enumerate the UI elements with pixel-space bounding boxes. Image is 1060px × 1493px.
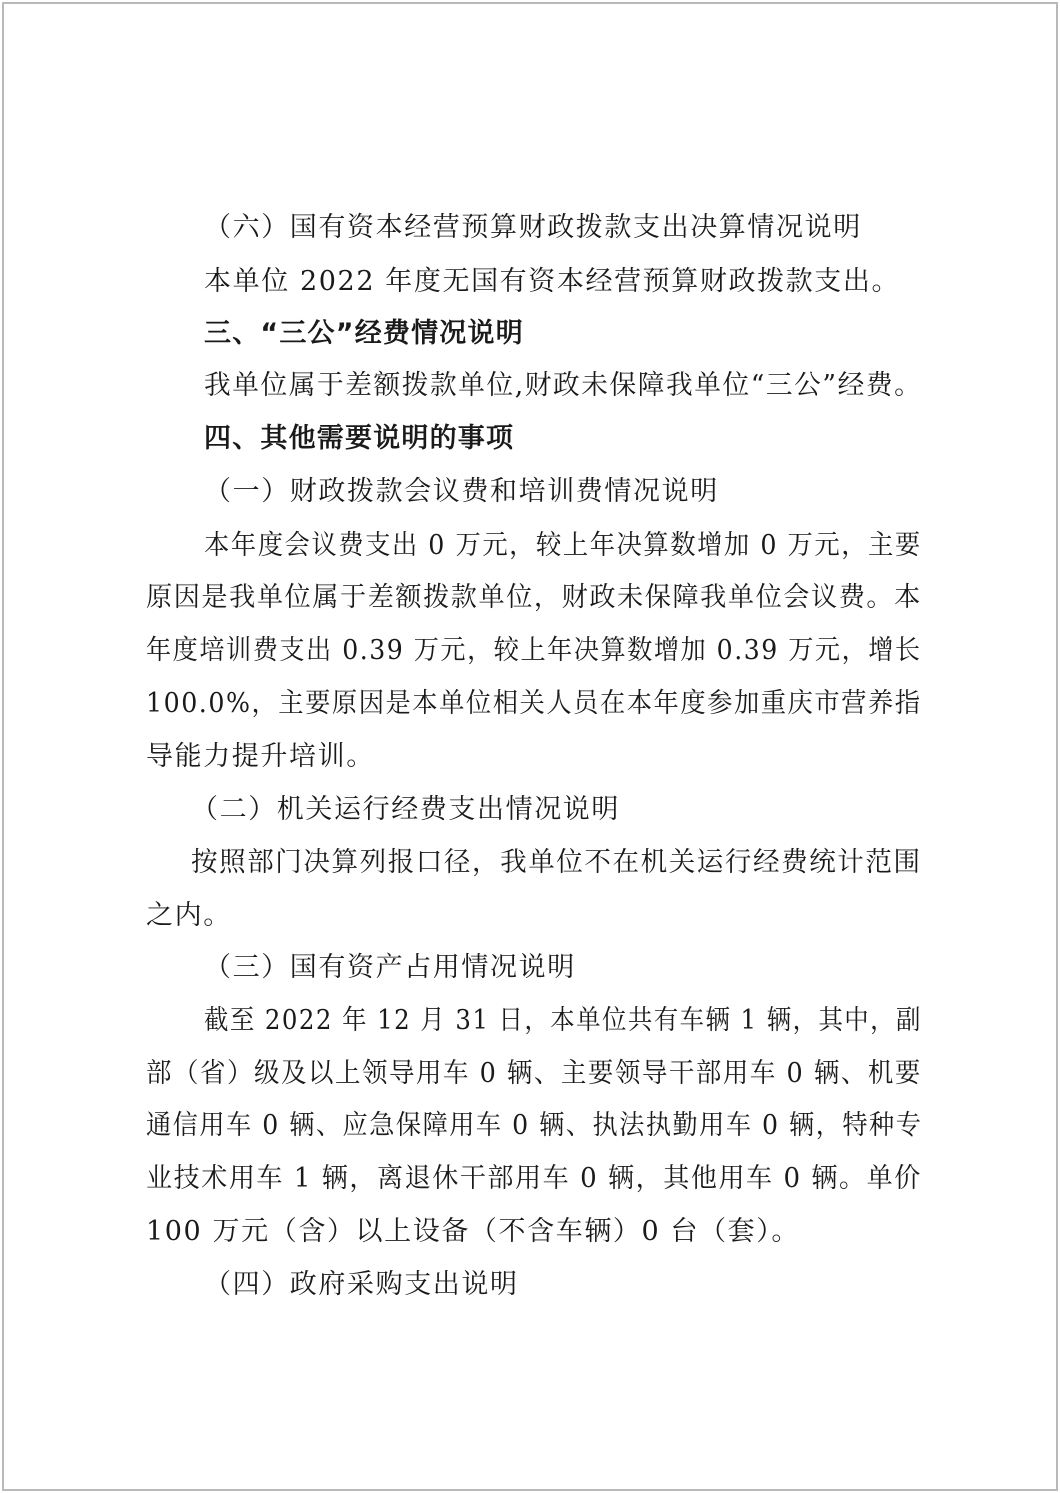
section-heading-three-public: 三、“三公”经费情况说明	[204, 318, 524, 349]
section-heading-other-matters: 四、其他需要说明的事项	[204, 423, 515, 454]
paragraph-line: 本单位 2022 年度无国有资本经营预算财政拨款支出。	[204, 266, 901, 297]
paragraph-line: 100 万元（含）以上设备（不含车辆）0 台（套）。	[146, 1216, 800, 1247]
paragraph-line: 按照部门决算列报口径，我单位不在机关运行经费统计范围	[191, 847, 922, 878]
subheading-operating-costs: （二）机关运行经费支出情况说明	[191, 794, 620, 825]
subheading-meeting-training: （一）财政拨款会议费和培训费情况说明	[204, 476, 719, 507]
subheading-state-assets: （三）国有资产占用情况说明	[204, 952, 576, 983]
paragraph-line: 我单位属于差额拨款单位,财政未保障我单位“三公”经费。	[204, 370, 923, 401]
paragraph-line: 导能力提升培训。	[146, 741, 375, 772]
paragraph-line: 年度培训费支出 0.39 万元，较上年决算数增加 0.39 万元，增长	[146, 635, 922, 666]
paragraph-line: 业技术用车 1 辆，离退休干部用车 0 辆，其他用车 0 辆。单价	[146, 1163, 922, 1194]
subheading-government-procurement: （四）政府采购支出说明	[204, 1269, 519, 1300]
paragraph-line: 通信用车 0 辆、应急保障用车 0 辆、执法执勤用车 0 辆，特种专	[146, 1110, 923, 1141]
paragraph-line: 部（省）级及以上领导用车 0 辆、主要领导干部用车 0 辆、机要	[146, 1058, 922, 1089]
paragraph-line: 本年度会议费支出 0 万元，较上年决算数增加 0 万元，主要	[204, 530, 922, 561]
document-page	[2, 2, 1058, 1491]
paragraph-line: 截至 2022 年 12 月 31 日，本单位共有车辆 1 辆，其中，副	[204, 1005, 922, 1036]
paragraph-line: 原因是我单位属于差额拨款单位，财政未保障我单位会议费。本	[146, 582, 922, 613]
subheading-state-capital-budget: （六）国有资本经营预算财政拨款支出决算情况说明	[204, 212, 862, 243]
paragraph-line: 之内。	[146, 900, 232, 931]
paragraph-line: 100.0%，主要原因是本单位相关人员在本年度参加重庆市营养指	[146, 688, 922, 719]
